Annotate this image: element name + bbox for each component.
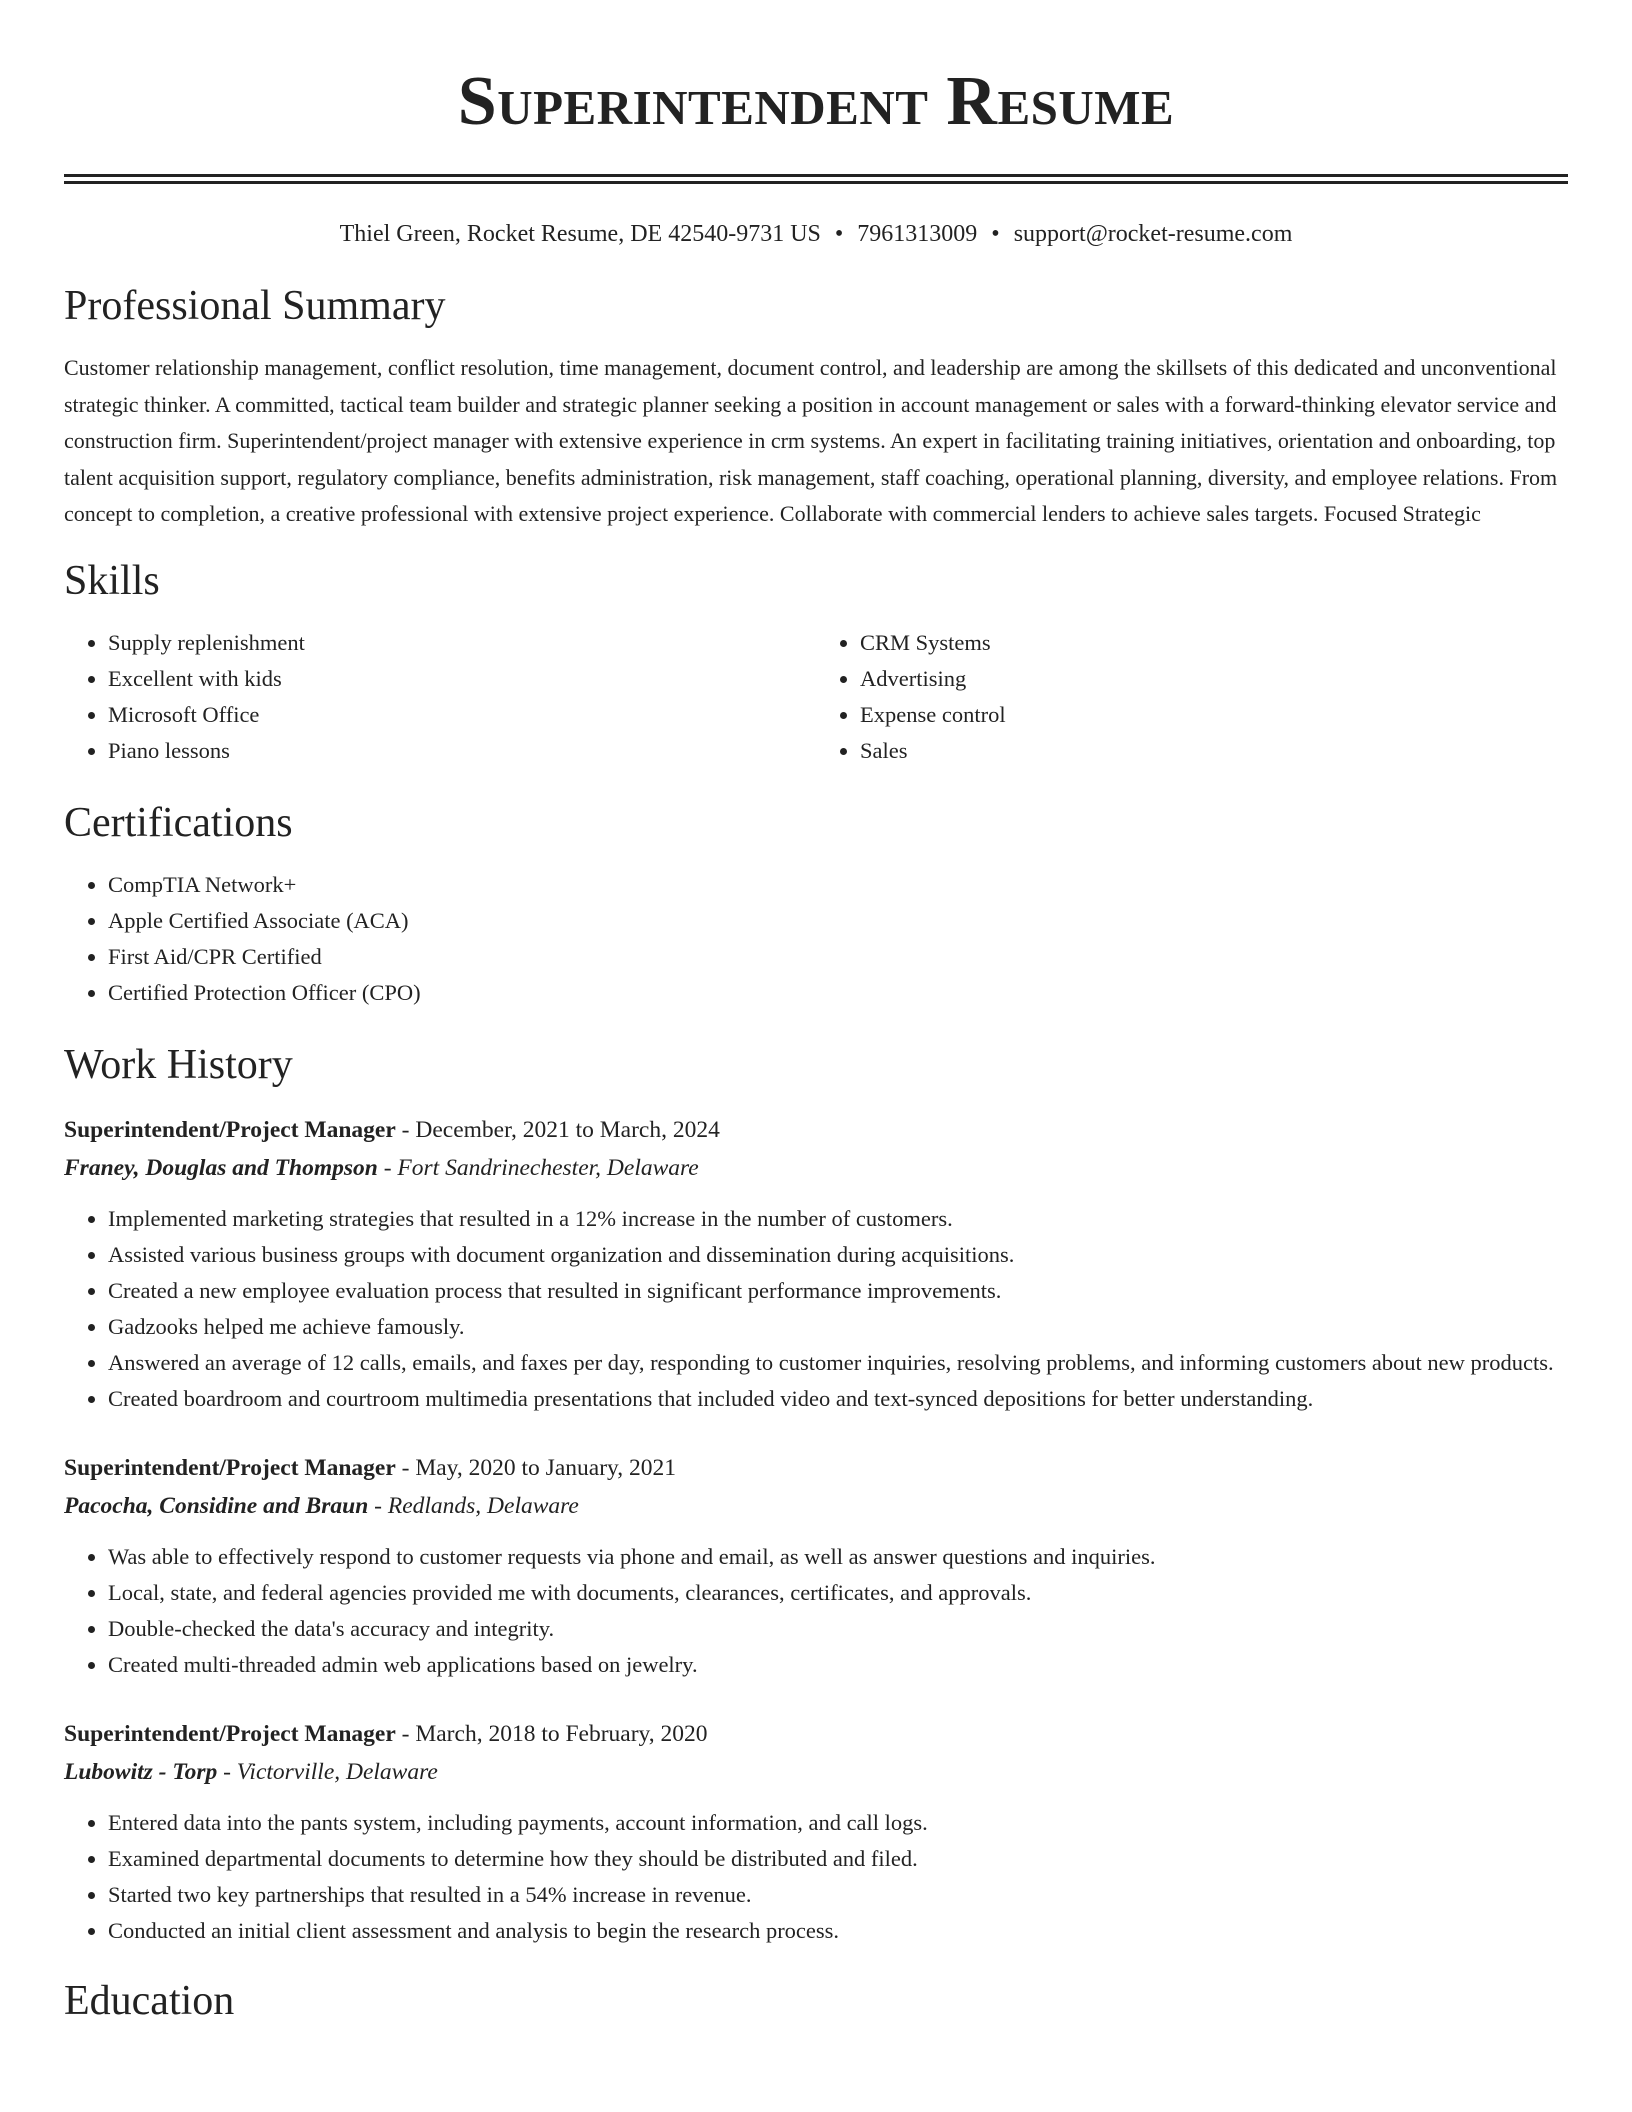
skills-columns — [64, 625, 1568, 769]
job-title: Superintendent/Project Manager — [64, 1454, 396, 1481]
contact-line — [64, 218, 1568, 250]
job-company: Lubowitz - Torp — [64, 1758, 218, 1785]
skills-list-right — [816, 625, 1568, 769]
job-bullet: • Entered data into the pants system, including payments, account information, and call logs. — [108, 1805, 1568, 1841]
job-location: - Fort Sandrinechester, Delaware — [377, 1154, 699, 1181]
job-bullet: • Answered an average of 12 calls, emails, and faxes per day, responding to customer inquiries, resolving problems, and informing customers about new products. — [108, 1345, 1568, 1381]
job-company-line — [64, 1149, 1568, 1187]
job-company: Franey, Douglas and Thompson — [64, 1154, 378, 1181]
skill-item: • Microsoft Office — [108, 697, 816, 733]
job-dates: - December, 2021 to March, 2024 — [395, 1116, 720, 1143]
job-entry — [64, 1715, 1568, 1949]
job-bullet: • Double-checked the data's accuracy and integrity. — [108, 1611, 1568, 1647]
job-dates: - March, 2018 to February, 2020 — [395, 1720, 708, 1747]
job-location: - Redlands, Delaware — [368, 1492, 579, 1519]
resume-page — [64, 0, 1568, 2027]
job-dates: - May, 2020 to January, 2021 — [395, 1454, 676, 1481]
contact-separator: • — [834, 221, 844, 247]
job-bullet: • Local, state, and federal agencies provided me with documents, clearances, certificates, and approvals. — [108, 1575, 1568, 1611]
job-bullet: • Assisted various business groups with document organization and dissemination during acquisitions. — [108, 1237, 1568, 1273]
contact-separator: • — [991, 221, 1000, 247]
certifications-list — [64, 867, 1568, 1011]
page-title: Superintendent Resume — [457, 63, 1175, 140]
job-bullet: • Implemented marketing strategies that resulted in a 12% increase in the number of customers. — [108, 1201, 1568, 1237]
job-company-line — [64, 1487, 1568, 1525]
skill-item: • CRM Systems — [860, 625, 1568, 661]
certification-item: • Certified Protection Officer (CPO) — [108, 975, 1568, 1011]
job-bullet: • Examined departmental documents to determine how they should be distributed and filed. — [108, 1841, 1568, 1877]
certification-item: • Apple Certified Associate (ACA) — [108, 903, 1568, 939]
job-bullets — [64, 1805, 1568, 1949]
summary-heading: Professional Summary — [64, 283, 446, 329]
certification-item: • CompTIA Network+ — [108, 867, 1568, 903]
skill-item: • Piano lessons — [108, 733, 816, 769]
job-bullets — [64, 1539, 1568, 1683]
contact-email: support@rocket-resume.com — [1013, 221, 1293, 247]
job-title-line — [64, 1715, 1568, 1753]
skills-heading: Skills — [64, 557, 160, 604]
job-bullet: • Created boardroom and courtroom multimedia presentations that included video and text-synced depositions for better understanding. — [108, 1381, 1568, 1417]
job-entry — [64, 1449, 1568, 1683]
summary-text: Customer relationship management, conflict resolution, time management, document control, and leadership are among the skillsets of this dedicated and unconventional strategic thinker. A committed, tactical team builder and strategic planner seeking a position in account management or sales with a forward-thinking elevator service and construction firm. Superintendent/project manager with extensive experience in crm systems. An expert in facilitating training initiatives, orientation and onboarding, top talent acquisition support, regulatory compliance, benefits administration, risk management, staff coaching, operational planning, diversity, and employee relations. From concept to completion, a creative professional with extensive project experience. Collaborate with commercial lenders to achieve sales targets. Focused Strategic — [64, 355, 1558, 526]
skills-list-left — [64, 625, 816, 769]
certifications-heading: Certifications — [64, 799, 293, 846]
job-title: Superintendent/Project Manager — [64, 1720, 396, 1747]
job-bullet: • Created multi-threaded admin web applications based on jewelry. — [108, 1647, 1568, 1683]
contact-phone: 7961313009 — [857, 221, 978, 247]
skill-item: • Expense control — [860, 697, 1568, 733]
skill-item: • Advertising — [860, 661, 1568, 697]
job-bullet: • Was able to effectively respond to customer requests via phone and email, as well as answer questions and inquiries. — [108, 1539, 1568, 1575]
skill-item: • Supply replenishment — [108, 625, 816, 661]
certification-item: • First Aid/CPR Certified — [108, 939, 1568, 975]
job-bullet: • Started two key partnerships that resulted in a 54% increase in revenue. — [108, 1877, 1568, 1913]
job-bullets — [64, 1201, 1568, 1417]
job-bullet: • Gadzooks helped me achieve famously. — [108, 1309, 1568, 1345]
job-bullet: • Conducted an initial client assessment and analysis to begin the research process. — [108, 1913, 1568, 1949]
job-title: Superintendent/Project Manager — [64, 1116, 396, 1143]
title-divider — [64, 174, 1568, 184]
work-history-heading: Work History — [64, 1041, 293, 1088]
skill-item: • Sales — [860, 733, 1568, 769]
contact-address: Thiel Green, Rocket Resume, DE 42540-9731 US — [339, 221, 821, 247]
job-company: Pacocha, Considine and Braun — [64, 1492, 369, 1519]
skill-item: • Excellent with kids — [108, 661, 816, 697]
job-bullet: • Created a new employee evaluation process that resulted in significant performance improvements. — [108, 1273, 1568, 1309]
job-company-line — [64, 1753, 1568, 1791]
education-heading: Education — [64, 1977, 235, 2024]
job-entry — [64, 1111, 1568, 1417]
job-title-line — [64, 1111, 1568, 1149]
job-title-line — [64, 1449, 1568, 1487]
job-location: - Victorville, Delaware — [217, 1758, 438, 1785]
